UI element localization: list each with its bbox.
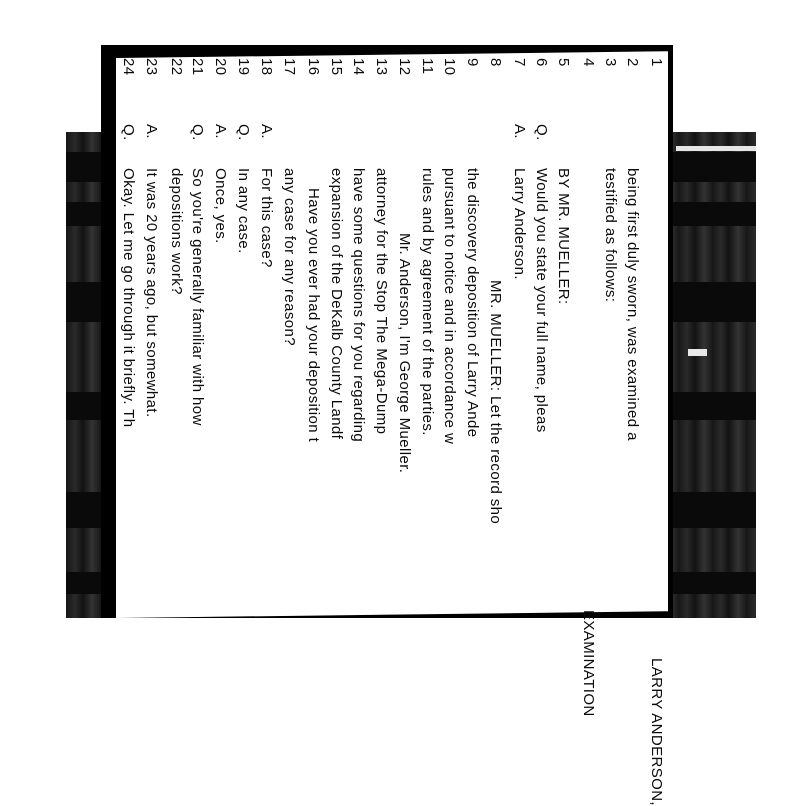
line-text: Okay. Let me go through it briefly. Th bbox=[120, 168, 137, 428]
line-text: Larry Anderson. bbox=[511, 168, 528, 280]
transcript-line bbox=[622, 58, 642, 678]
transcript-line bbox=[187, 58, 207, 678]
line-text: expansion of the DeKalb County Landf bbox=[328, 168, 345, 440]
line-number: 18 bbox=[258, 58, 275, 76]
background-highlight-stripe bbox=[676, 146, 756, 151]
transcript-line bbox=[210, 58, 230, 678]
transcript-line bbox=[417, 58, 437, 678]
line-number: 7 bbox=[511, 58, 528, 67]
line-number: 1 bbox=[648, 58, 665, 67]
line-text: pursuant to notice and in accordance w bbox=[441, 168, 458, 445]
line-number: 17 bbox=[281, 58, 298, 76]
line-text: For this case? bbox=[258, 168, 275, 268]
transcript-line bbox=[279, 58, 299, 678]
speaker-marker: A. bbox=[212, 124, 229, 139]
line-number: 20 bbox=[212, 58, 229, 76]
line-number: 15 bbox=[328, 58, 345, 76]
line-text: Have you ever had your deposition t bbox=[305, 188, 322, 443]
speaker-marker: Q. bbox=[189, 124, 206, 141]
transcript-line bbox=[462, 58, 482, 678]
line-text: LARRY ANDERSON, bbox=[648, 658, 665, 806]
transcript-line bbox=[348, 58, 368, 678]
line-number: 23 bbox=[143, 58, 160, 76]
transcript-line bbox=[371, 58, 391, 678]
line-number: 21 bbox=[189, 58, 206, 76]
transcript-line bbox=[141, 58, 161, 678]
line-text: It was 20 years ago, but somewhat. bbox=[143, 168, 160, 418]
transcript-line bbox=[553, 58, 573, 678]
line-number: 16 bbox=[305, 58, 322, 76]
transcript-line bbox=[509, 58, 529, 678]
line-text: Mr. Anderson, I'm George Mueller. bbox=[396, 233, 413, 474]
speaker-marker: Q. bbox=[235, 124, 252, 141]
line-number: 13 bbox=[373, 58, 390, 76]
line-text: have some questions for you regarding bbox=[350, 168, 367, 443]
speaker-marker: A. bbox=[143, 124, 160, 139]
transcript-line bbox=[256, 58, 276, 678]
speaker-marker: A. bbox=[258, 124, 275, 139]
line-text: being first duly sworn, was examined a bbox=[624, 168, 641, 441]
transcript-line bbox=[233, 58, 253, 678]
transcript-line bbox=[646, 58, 666, 806]
transcript-line bbox=[600, 58, 620, 678]
line-number: 14 bbox=[350, 58, 367, 76]
line-number: 24 bbox=[120, 58, 137, 76]
line-text: attorney for the Stop The Mega-Dump bbox=[373, 168, 390, 435]
line-number: 19 bbox=[235, 58, 252, 76]
transcript-line bbox=[303, 58, 323, 678]
line-number: 2 bbox=[624, 58, 641, 67]
line-text: the discovery deposition of Larry Ande bbox=[464, 168, 481, 438]
line-text: So you're generally familiar with how bbox=[189, 168, 206, 426]
line-text: Once, yes. bbox=[212, 168, 229, 244]
line-number: 6 bbox=[533, 58, 550, 67]
line-number: 4 bbox=[580, 58, 597, 67]
line-text: In any case. bbox=[235, 168, 252, 254]
line-text: MR. MUELLER: Let the record sho bbox=[487, 280, 504, 525]
transcript-line bbox=[394, 58, 414, 678]
transcript-line bbox=[578, 58, 598, 717]
line-number: 9 bbox=[464, 58, 481, 67]
line-number: 12 bbox=[396, 58, 413, 76]
line-text: rules and by agreement of the parties. bbox=[419, 168, 436, 436]
transcript-line bbox=[485, 58, 505, 678]
line-text: Would you state your full name, pleas bbox=[533, 168, 550, 433]
transcript-line bbox=[166, 58, 186, 678]
line-number: 22 bbox=[168, 58, 185, 76]
speaker-marker: A. bbox=[511, 124, 528, 139]
line-number: 3 bbox=[602, 58, 619, 67]
transcript-line bbox=[118, 58, 138, 678]
line-text: EXAMINATION bbox=[580, 610, 597, 717]
line-text: BY MR. MUELLER: bbox=[555, 168, 572, 305]
line-number: 10 bbox=[441, 58, 458, 76]
speaker-marker: Q. bbox=[120, 124, 137, 141]
transcript-line bbox=[531, 58, 551, 678]
speaker-marker: Q. bbox=[533, 124, 550, 141]
line-text: depositions work? bbox=[168, 168, 185, 295]
line-number: 8 bbox=[487, 58, 504, 67]
line-text: testified as follows: bbox=[602, 168, 619, 303]
transcript-line bbox=[439, 58, 459, 678]
background-light-glint bbox=[688, 349, 707, 356]
transcript-text-block bbox=[120, 58, 668, 806]
transcript-line bbox=[326, 58, 346, 678]
line-number: 11 bbox=[419, 58, 436, 75]
line-number: 5 bbox=[555, 58, 572, 67]
line-text: any case for any reason? bbox=[281, 168, 298, 347]
